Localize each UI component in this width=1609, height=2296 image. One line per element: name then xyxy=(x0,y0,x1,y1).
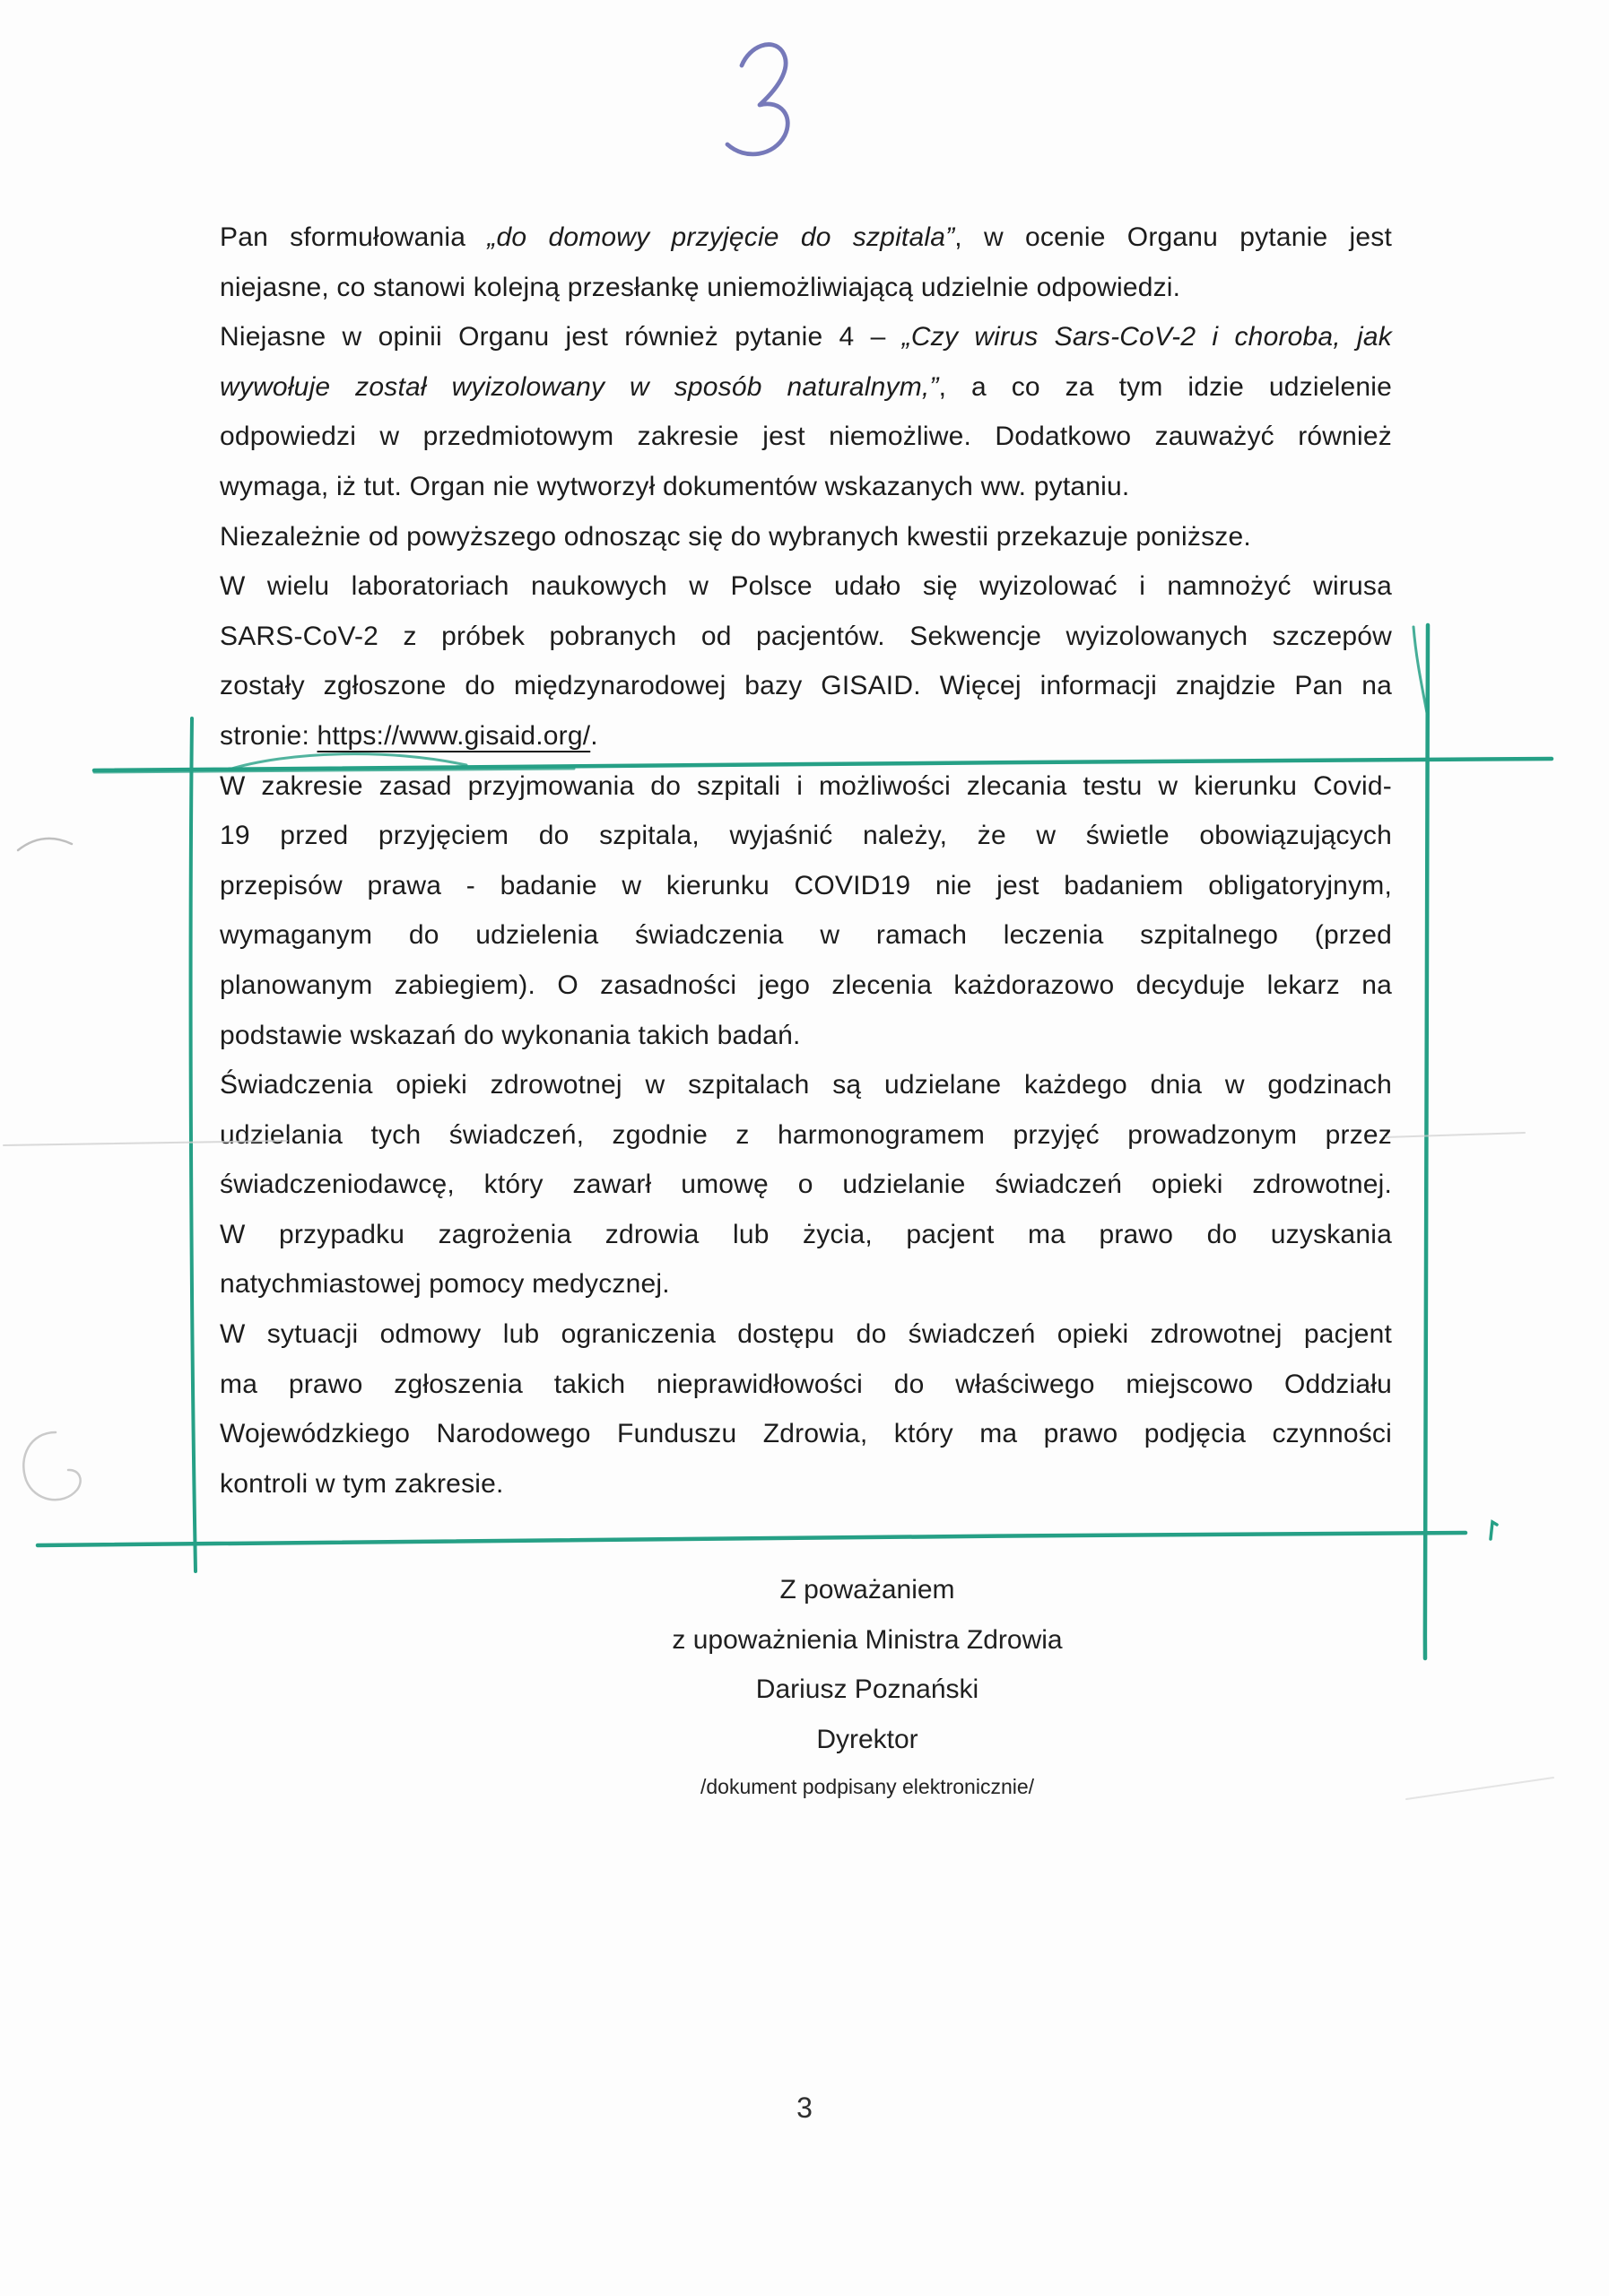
authorization-line: z upoważnienia Ministra Zdrowia xyxy=(672,1624,1063,1655)
text-line: Pan sformułowania „do domowy przyjęcie do szpitala”, w ocenie Organu pytanie jest xyxy=(220,222,1392,252)
text-line: stronie: https://www.gisaid.org/. xyxy=(220,720,598,751)
handwritten-page-number xyxy=(727,45,787,154)
signature-block xyxy=(553,1565,1181,1805)
text-line: W wielu laboratoriach naukowych w Polsce udało się wyizolować i namnożyć wirusa xyxy=(220,571,1392,602)
text-line: 19 przed przyjęciem do szpitala, wyjaśnić należy, że w świetle obowiązujących xyxy=(220,821,1392,851)
green-left-vertical-line xyxy=(191,718,196,1571)
fold-line-right xyxy=(1386,1133,1525,1137)
pencil-streak-bottom-right xyxy=(1406,1778,1553,1799)
text-line: podstawie wskazań do wykonania takich badań. xyxy=(220,1020,801,1050)
signer-title: Dyrektor xyxy=(816,1724,918,1754)
green-bottom-rule-tick xyxy=(1491,1522,1497,1539)
text-line: W przypadku zagrożenia zdrowia lub życia, pacjent ma prawo do uzyskania xyxy=(220,1219,1392,1249)
esignature-note: /dokument podpisany elektronicznie/ xyxy=(700,1775,1035,1798)
url-text: https://www.gisaid.org/ xyxy=(317,720,591,751)
text-line: wymaganym do udzielenia świadczenia w ramach leczenia szpitalnego (przed xyxy=(220,920,1392,951)
pencil-doodle-bottom-left xyxy=(23,1432,80,1500)
text-line: ma prawo zgłoszenia takich nieprawidłowości do właściwego miejscowo Oddziału xyxy=(220,1369,1392,1399)
text-line: Wojewódzkiego Narodowego Funduszu Zdrowia, który ma prawo podjęcia czynności xyxy=(220,1419,1392,1449)
pencil-arc-left-margin xyxy=(18,839,72,850)
text-line: udzielania tych świadczeń, zgodnie z harmonogramem przyjęć prowadzonym przez xyxy=(220,1119,1392,1150)
text-line: niejasne, co stanowi kolejną przesłankę uniemożliwiającą udzielnie odpowiedzi. xyxy=(220,272,1181,302)
green-bottom-rule xyxy=(38,1533,1465,1545)
text-line: odpowiedzi w przedmiotowym zakresie jest niemożliwe. Dodatkowo zauważyć również xyxy=(220,422,1392,452)
text-line: zostały zgłoszone do międzynarodowej bazy GISAID. Więcej informacji znajdzie Pan na xyxy=(220,671,1392,701)
text-line: planowanym zabiegiem). O zasadności jego zlecenia każdorazowo decyduje lekarz na xyxy=(220,970,1392,1000)
text-line: wymaga, iż tut. Organ nie wytworzył dokumentów wskazanych ww. pytaniu. xyxy=(220,471,1130,501)
text-line: W sytuacji odmowy lub ograniczenia dostępu do świadczeń opieki zdrowotnej pacjent xyxy=(220,1319,1392,1350)
text-line: Niejasne w opinii Organu jest również pytanie 4 – „Czy wirus Sars-CoV-2 i choroba, jak xyxy=(220,322,1392,352)
letter-body xyxy=(220,213,1392,1509)
text-line: Świadczenia opieki zdrowotnej w szpitalach są udzielane każdego dnia w godzinach xyxy=(220,1070,1392,1100)
text-line: przepisów prawa - badanie w kierunku COVID19 nie jest badaniem obligatoryjnym, xyxy=(220,870,1392,900)
text-line: natychmiastowej pomocy medycznej. xyxy=(220,1269,670,1300)
green-right-vertical-line xyxy=(1424,625,1428,1658)
page-number: 3 xyxy=(796,2092,813,2124)
text-line: kontroli w tym zakresie. xyxy=(220,1468,504,1499)
text-line: Niezależnie od powyższego odnosząc się do wybranych kwestii przekazuje poniższe. xyxy=(220,521,1251,552)
text-line: świadczeniodawcę, który zawarł umowę o udzielanie świadczeń opieki zdrowotnej. xyxy=(220,1170,1392,1200)
green-right-vertical-fork xyxy=(1413,627,1427,713)
text-line: SARS-CoV-2 z próbek pobranych od pacjentów. Sekwencje wyizolowanych szczepów xyxy=(220,621,1392,651)
text-line: W zakresie zasad przyjmowania do szpitali i możliwości zlecania testu w kierunku Covid- xyxy=(220,770,1392,801)
signer-name: Dariusz Poznański xyxy=(755,1674,979,1704)
text-line: wywołuje został wyizolowany w sposób naturalnym,”, a co za tym idzie udzielenie xyxy=(220,371,1392,402)
closing-phrase: Z poważaniem xyxy=(779,1575,955,1605)
